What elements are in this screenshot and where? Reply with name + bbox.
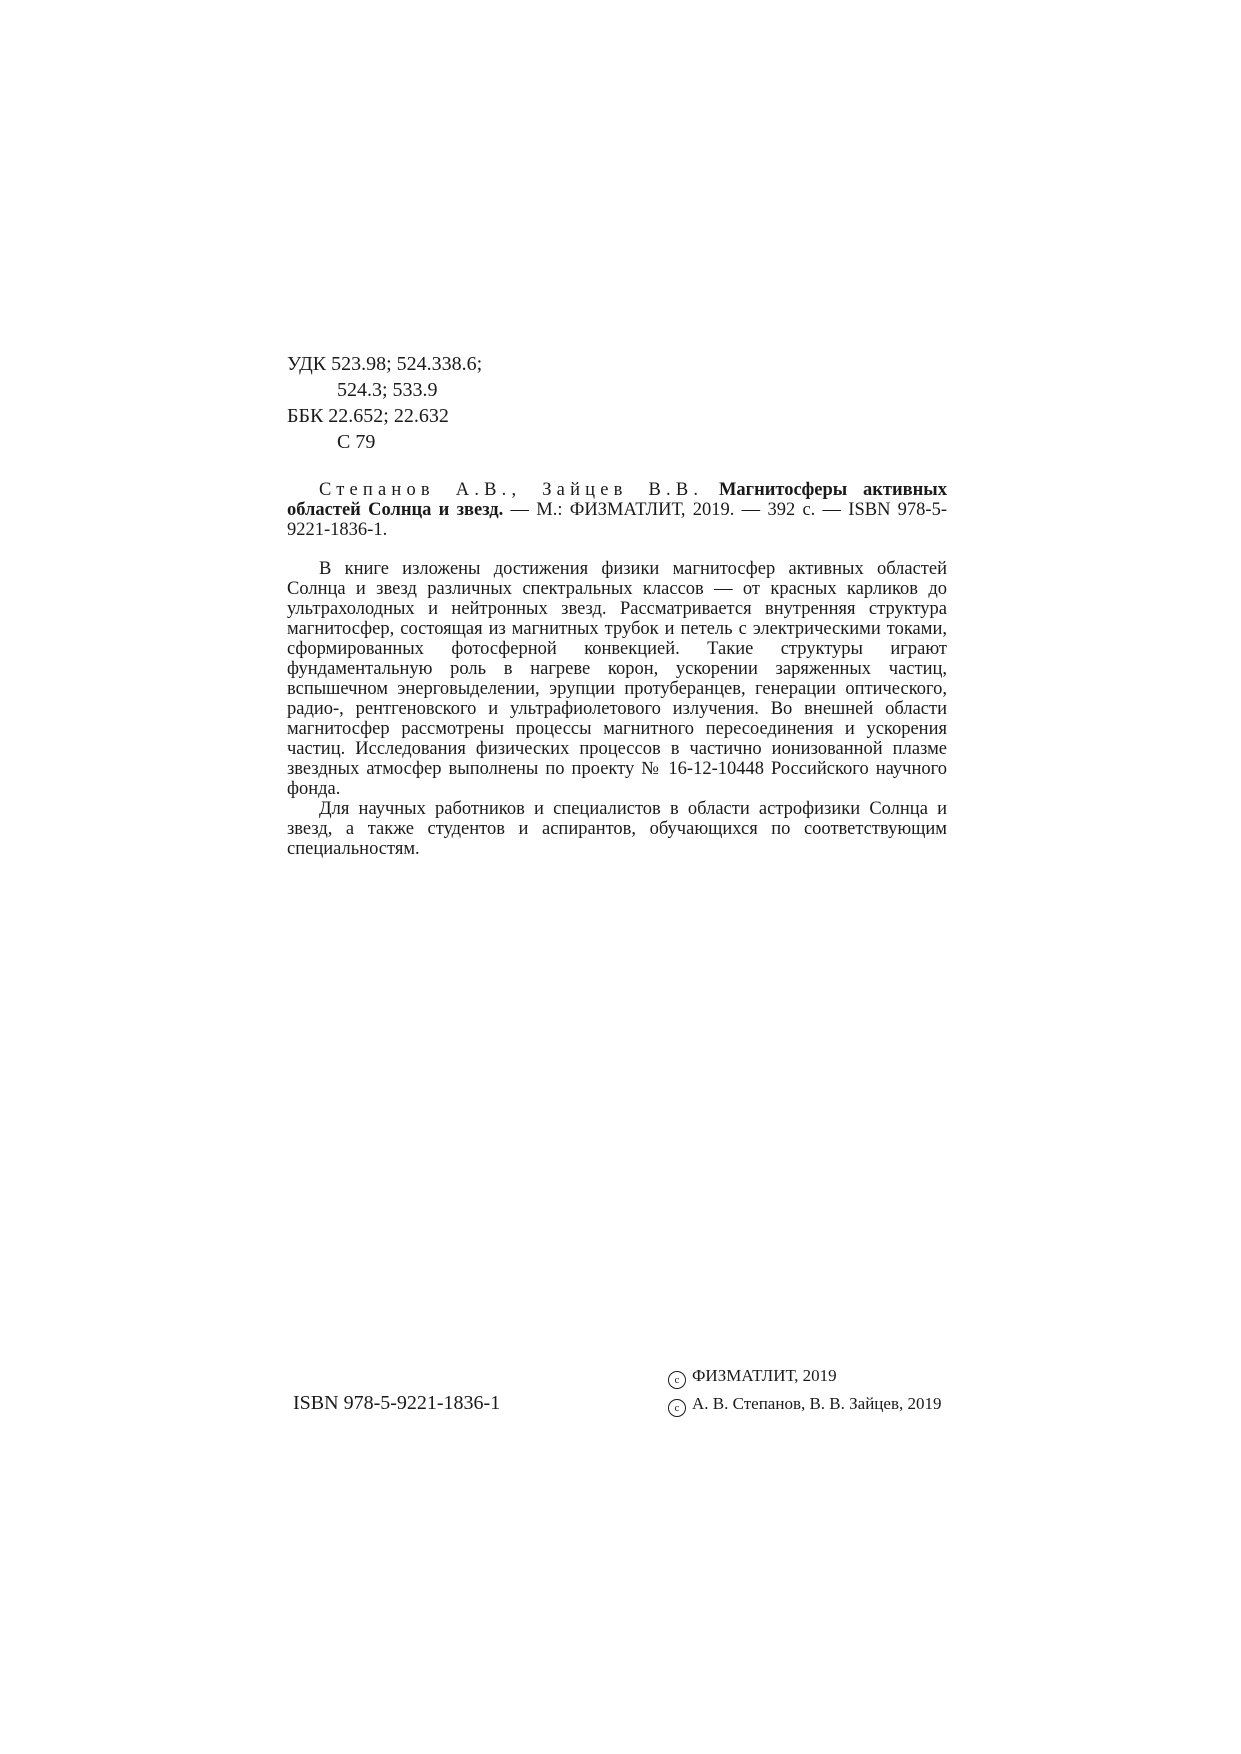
copyright-authors-text: А. В. Степанов, В. В. Зайцев, 2019: [692, 1394, 942, 1413]
bbk-line: ББК 22.652; 22.632: [287, 405, 449, 427]
authors: Степанов А.В., Зайцев В.В.: [319, 480, 704, 500]
book-title: Магнитосферы активных областей Солнца и звезд.: [287, 480, 947, 520]
bibliographic-record: [287, 480, 947, 540]
copyright-authors: [668, 1390, 941, 1418]
publication-details: — М.: ФИЗМАТЛИТ, 2019. — 392 с. — ISBN 978-5-9221-1836-1.: [287, 500, 948, 540]
copyright-block: [668, 1362, 941, 1418]
udc-continuation-line: 524.3; 533.9: [337, 379, 438, 401]
copyright-icon: c: [668, 1371, 686, 1389]
copyright-publisher: [668, 1362, 941, 1390]
copyright-publisher-text: ФИЗМАТЛИТ, 2019: [692, 1366, 837, 1385]
bibliographic-paragraph: [287, 480, 947, 540]
udc-line: УДК 523.98; 524.338.6;: [287, 353, 483, 375]
classification-block: [287, 351, 482, 455]
author-sign-line: С 79: [337, 431, 376, 453]
abstract: [287, 559, 947, 859]
abstract-paragraph-2: Для научных работников и специалистов в области астрофизики Солнца и звезд, а также студентов и аспирантов, обучающихся по соответствующим специальностям.: [287, 799, 947, 859]
copyright-icon: c: [668, 1399, 686, 1417]
isbn-number: ISBN 978-5-9221-1836-1: [293, 1392, 501, 1414]
abstract-paragraph-1: В книге изложены достижения физики магнитосфер активных областей Солнца и звезд различных спектральных классов — от красных карликов до ультрахолодных и нейтронных звезд. Рассматривается внутренняя структура магнитосфер, состоящая из магнитных трубок и петель с электрическими токами, сформированных фотосферной конвекцией. Такие структуры играют фундаментальную роль в нагреве корон, ускорении заряженных частиц, вспышечном энерговыделении, эрупции протуберанцев, генерации оптического, радио-, рентгеновского и ультрафиолетового излучения. Во внешней области магнитосфер рассмотрены процессы магнитного пересоединения и ускорения частиц. Исследования физических процессов в частично ионизованной плазме звездных атмосфер выполнены по проекту № 16-12-10448 Российского научного фонда.: [287, 559, 947, 799]
